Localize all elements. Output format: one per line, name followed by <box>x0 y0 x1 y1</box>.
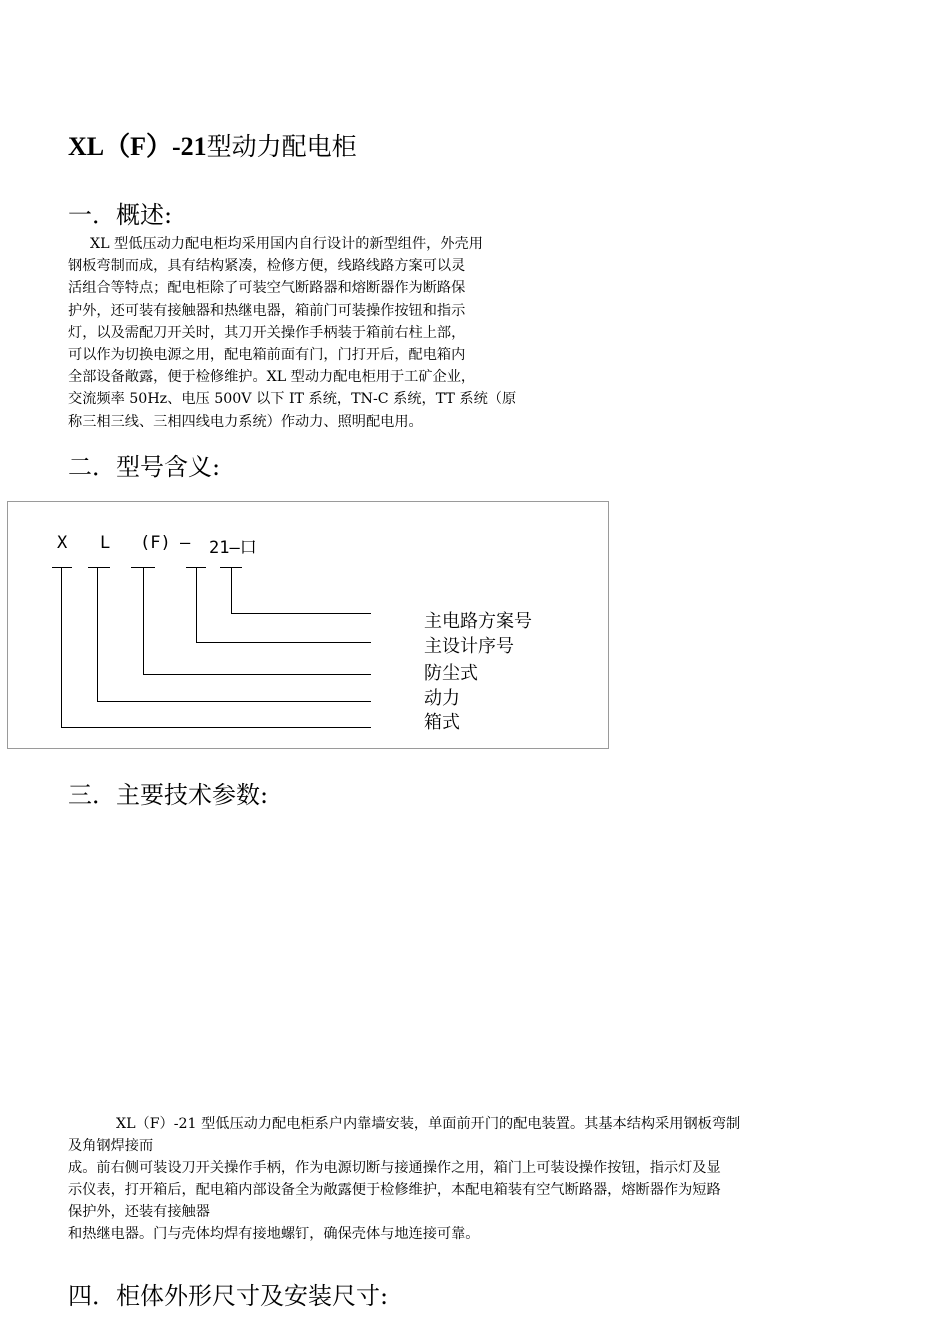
code-char-21: 21—口 <box>209 538 257 558</box>
overview-paragraph <box>68 233 548 433</box>
overview-line: 活组合等特点；配电柜除了可装空气断路器和熔断器作为断路保 <box>68 280 466 297</box>
section-heading-overview: 一．概述: <box>68 201 173 229</box>
installation-line: 及角钢焊接而 <box>68 1138 154 1154</box>
leader-horizontal <box>97 701 371 702</box>
label-dustproof: 防尘式 <box>424 663 478 684</box>
installation-line: 示仪表，打开箱后，配电箱内部设备全为敞露便于检修维护，本配电箱装有空气断路器，熔断器作为短路 <box>68 1182 721 1198</box>
overview-line: XL 型低压动力配电柜均采用国内自行设计的新型组件，外壳用 <box>90 236 483 252</box>
overview-line: 可以作为切换电源之用，配电箱前面有门，门打开后，配电箱内 <box>68 347 466 364</box>
overview-line: 护外，还可装有接触器和热继电器，箱前门可装操作按钮和指示 <box>68 302 466 319</box>
leader-vertical <box>97 567 98 701</box>
section-heading-tech-params: 三．主要技术参数: <box>68 781 269 809</box>
overview-line: 灯，以及需配刀开关时，其刀开关操作手柄装于箱前右柱上部， <box>68 324 466 341</box>
installation-line: XL（F）-21 型低压动力配电柜系户内靠墙安装，单面前开门的配电装置。其基本结构采用钢板弯制 <box>116 1116 741 1132</box>
leader-vertical <box>196 567 197 642</box>
overview-line: 交流频率 50Hz、电压 500V 以下 IT 系统，TN-C 系统，TT 系统（原 <box>68 391 517 408</box>
page-title-text: 型动力配电柜 <box>206 132 357 161</box>
installation-line: 成。前右侧可装设刀开关操作手柄，作为电源切断与接通操作之用，箱门上可装设操作按钮，指示灯及显 <box>68 1160 721 1176</box>
installation-line: 和热继电器。门与壳体均焊有接地螺钉，确保壳体与地连接可靠。 <box>68 1226 480 1242</box>
leader-vertical <box>231 567 232 613</box>
code-char-x: X <box>57 533 68 553</box>
code-char-dash: — <box>180 533 191 553</box>
leader-horizontal <box>196 642 371 643</box>
overview-line: 钢板弯制而成，具有结构紧凑，检修方便，线路线路方案可以灵 <box>68 258 466 275</box>
page-title <box>68 126 357 163</box>
code-char-l: L <box>100 533 111 553</box>
page-title-model: XL（F）-21 <box>68 132 207 161</box>
section-heading-model-meaning: 二．型号含义: <box>68 453 221 481</box>
code-tick <box>88 567 110 568</box>
code-tick <box>52 567 72 568</box>
leader-horizontal <box>143 674 371 675</box>
overview-line: 全部设备敞露，便于检修维护。XL 型动力配电柜用于工矿企业， <box>68 369 476 386</box>
code-char-f: (F) <box>140 533 171 553</box>
leader-horizontal <box>61 727 371 728</box>
label-main-circuit-scheme: 主电路方案号 <box>424 611 532 632</box>
label-power: 动力 <box>424 688 460 709</box>
leader-horizontal <box>231 613 371 614</box>
label-box-type: 箱式 <box>424 712 460 733</box>
installation-line: 保护外，还装有接触器 <box>68 1204 210 1220</box>
overview-line: 称三相三线、三相四线电力系统）作动力、照明配电用。 <box>68 413 423 430</box>
installation-paragraph <box>68 1113 844 1245</box>
label-design-serial: 主设计序号 <box>424 636 514 657</box>
leader-vertical <box>61 567 62 727</box>
section-heading-dimensions: 四．柜体外形尺寸及安装尺寸: <box>68 1282 389 1310</box>
leader-vertical <box>143 567 144 674</box>
